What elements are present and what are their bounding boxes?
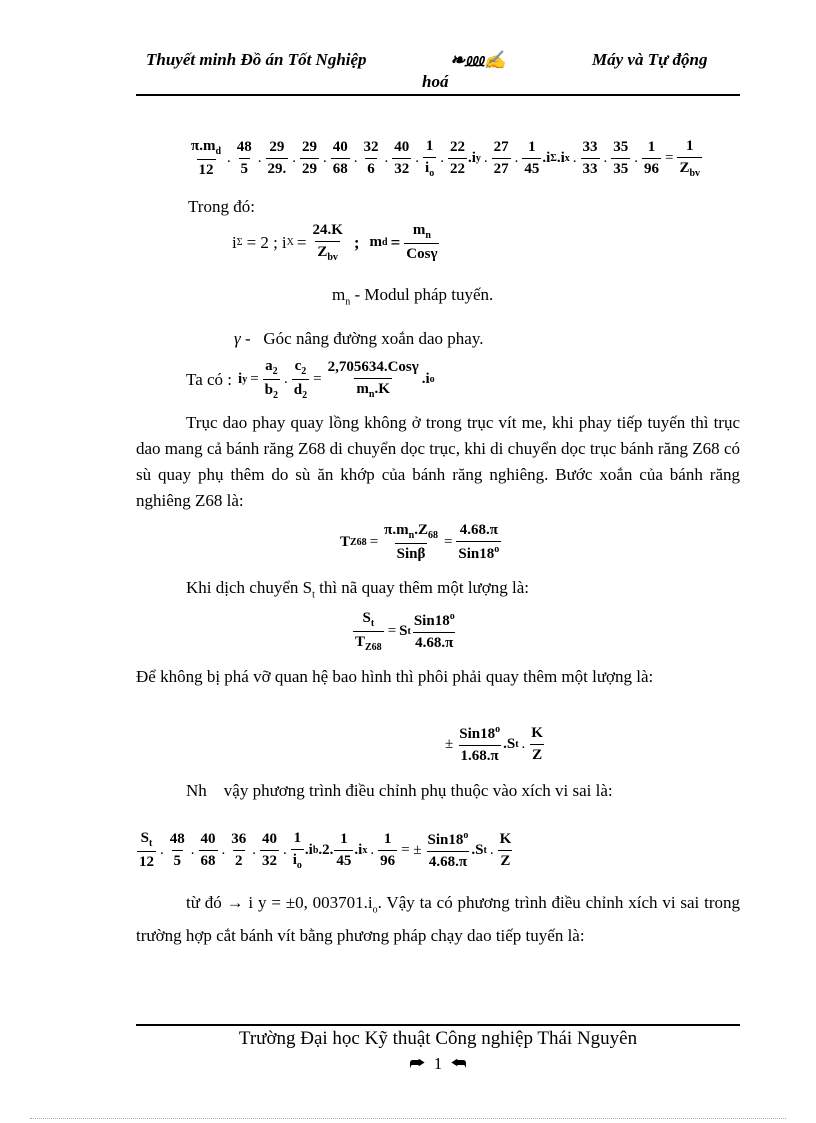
mn-description: $m_n$ - Modul pháp tuyến. <box>332 285 494 308</box>
header-right: Máy và Tự động <box>592 50 708 69</box>
footer-rule <box>136 1024 740 1026</box>
header-left: Thuyết minh Đồ án Tốt Nghiệp <box>146 50 367 69</box>
gamma-description: γ - Góc nâng đường xoắn dao phay. <box>234 329 484 348</box>
paragraph-dich-chuyen: Khi dịch chuyển $S_t$ thì nã quay thêm một lượng là: <box>186 578 530 601</box>
page-number: 1 <box>433 1054 443 1073</box>
formula-main: $\pi.m_d$ 12 . 48 5 . 29 29. . 29 29 . 40 68 . 32 6 . 40 32 . 1 $i_o$ . 22 22 .i y . 27 27 . 1 45 .i Σ .i x . 33 33 . 35 35 . $\frac{1}{96}$ = 1 $Z_{bv}$ <box>191 138 701 179</box>
paragraph-truc-dao: Trục dao phay quay lồng không ở trong trục vít me, khi phay tiếp tuyến thì trục dao mang cả bánh răng Z68 di chuyển dọc trục, khi di chuyển dọc trục bánh răng Z68 có sù quay phụ thêm do sù ăn khớp của bánh răng nghiêng. Bước xoắn của bánh răng nghiêng Z68 là: <box>136 413 740 510</box>
header-rule <box>136 94 740 96</box>
page-arrow-right-icon: ⮪ <box>450 1054 467 1073</box>
formula-iy: Ta có : i y = $\frac{a_2}{b_2}$ . $\frac{c_2}{d_2}$ = 2,705634.Cosγ $m_n.K$ .i o <box>186 358 435 401</box>
formula-pm: ± $Sin18^o$ 1.68.π .S t . K Z <box>445 724 543 764</box>
paragraph-tu-do: từ đó → i y = ±0, $003701.i_o$. Vậy ta có phương trình điều chỉnh xích vi sai trong trường hợp cắt bánh vít bằng phương pháp chạy dao tiếp tuyến là: <box>136 893 740 946</box>
header-wrap: hoá <box>422 72 449 91</box>
trong-do-label: Trong đó: <box>188 197 255 216</box>
formula-isigma-ix-md: i Σ = 2 ; i X = 24.K $Z_{bv}$ ; m d = $m_n$ Cosγ <box>232 222 438 263</box>
footer-page <box>136 1054 740 1074</box>
formula-differential: $S_t$ 12 . 48 5 . 40 68 . 36 2 . 40 32 . 1 $i_o$ .i b .2. 1 45 .i x . $\frac{1}{96}$ = ± $Sin18^o$ 4.68.π .S t . K Z <box>139 830 512 871</box>
formula-tz68: T Z68 = $\pi.m_n.Z_{68}$ Sinβ = 4.68.π Sin18$^o$ <box>340 522 500 562</box>
formula-st: $\frac{S_t}{T_{Z68}}$ = S t Sin18$^o$ 4.68.π <box>355 610 455 653</box>
page-arrow-left-icon: ⮫ <box>409 1054 426 1073</box>
footer-school: Trường Đại học Kỹ thuật Công nghiệp Thái Nguyên <box>238 1028 638 1049</box>
header-ornament-icon: ❧⅏✍ <box>450 50 507 70</box>
paragraph-bao-hinh: Để không bị phá vỡ quan hệ bao hình thì phôi phải quay thêm một lượng là: <box>136 667 654 686</box>
page-bottom-border <box>30 1118 786 1119</box>
paragraph-nh-vay: Nh vậy phương trình điều chỉnh phụ thuộc vào xích vi sai là: <box>186 781 613 800</box>
